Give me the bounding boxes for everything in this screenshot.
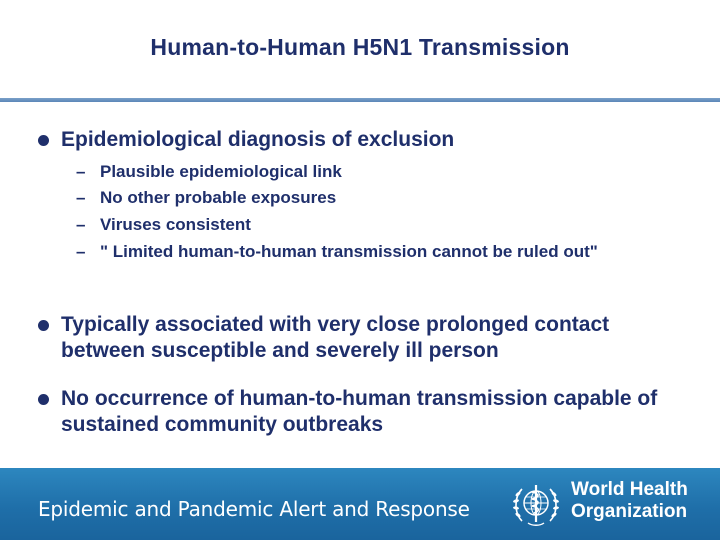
who-emblem-icon <box>508 476 564 532</box>
slide-title: Human-to-Human H5N1 Transmission <box>150 34 570 60</box>
bullet-text: Typically associated with very close prolonged contact between susceptible and severely ill person <box>61 313 610 362</box>
sub-bullet-text: " Limited human-to-human transmission cannot be ruled out" <box>100 242 598 261</box>
bullet-text: No occurrence of human-to-human transmission capable of sustained community outbreaks <box>61 387 658 436</box>
sub-bullet-text: Viruses consistent <box>100 215 251 234</box>
dash-icon: – <box>76 215 86 234</box>
bullet-text: Epidemiological diagnosis of exclusion <box>61 128 455 151</box>
bullet-dot-icon <box>38 320 49 331</box>
sub-bullet-text: No other probable exposures <box>100 188 337 207</box>
footer-banner <box>0 468 720 540</box>
sub-bullet-text: Plausible epidemiological link <box>100 162 342 181</box>
who-name-line2: Organization <box>571 501 688 522</box>
dash-icon: – <box>76 188 86 207</box>
dash-icon: – <box>76 162 86 181</box>
bullet-dot-icon <box>38 394 49 405</box>
who-name-line1: World Health <box>571 479 688 500</box>
title-divider <box>0 98 720 102</box>
dash-icon: – <box>76 242 86 261</box>
bullet-dot-icon <box>38 135 49 146</box>
footer-tagline: Epidemic and Pandemic Alert and Response <box>38 497 470 521</box>
who-wordmark <box>571 479 688 523</box>
